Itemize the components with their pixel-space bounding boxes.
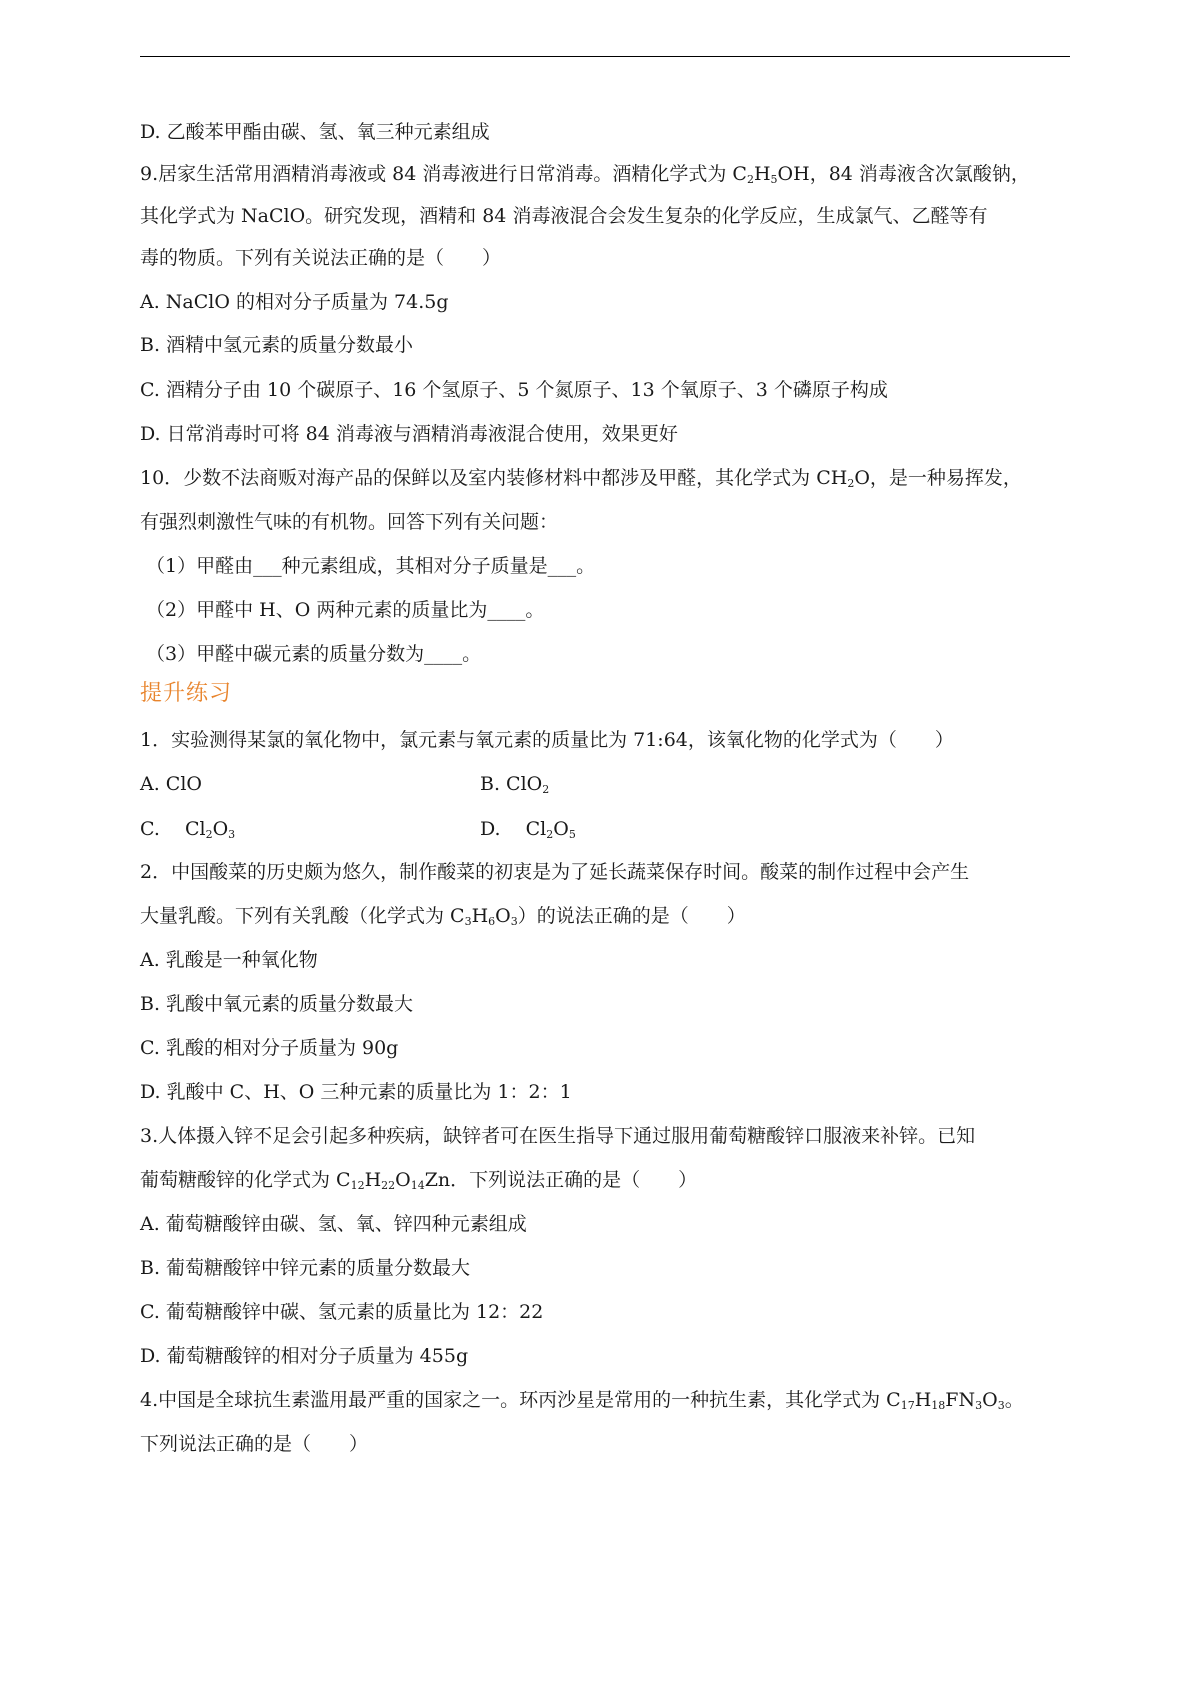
p1-stem: 1．实验测得某氯的氧化物中，氯元素与氧元素的质量比为 71:64，该氧化物的化学式为（ ） — [140, 729, 954, 751]
p2-option-d: D. 乳酸中 C、H、O 三种元素的质量比为 1：2：1 — [140, 1081, 572, 1103]
p2-option-c: C. 乳酸的相对分子质量为 90g — [140, 1037, 399, 1059]
q10-part-3: （3）甲醛中碳元素的质量分数为____。 — [146, 643, 482, 665]
p2-stem-line2: 大量乳酸。下列有关乳酸（化学式为 $C_3H_6O_3$）的说法正确的是（ ） — [140, 905, 746, 928]
q10-part-2: （2）甲醛中 H、O 两种元素的质量比为____。 — [146, 599, 545, 621]
p1-option-d: D. $Cl_2O_5$ — [480, 818, 576, 841]
p2-stem-line1: 2．中国酸菜的历史颇为悠久，制作酸菜的初衷是为了延长蔬菜保存时间。酸菜的制作过程中会产生 — [140, 861, 970, 883]
q10-part-1: （1）甲醛由___种元素组成，其相对分子质量是___。 — [146, 555, 596, 577]
p3-stem-line2: 葡萄糖酸锌的化学式为 $C_{12}H_{22}O_{14}Zn$．下列说法正确的是（ ） — [140, 1169, 698, 1192]
p1-option-a: A. ClO — [140, 773, 202, 795]
q9-stem-line3: 毒的物质。下列有关说法正确的是（ ） — [140, 247, 502, 269]
p1-option-b: B. ClO$_2$ — [480, 773, 550, 796]
p3-option-b: B. 葡萄糖酸锌中锌元素的质量分数最大 — [140, 1257, 471, 1279]
q9-option-c: C. 酒精分子由 10 个碳原子、16 个氢原子、5 个氮原子、13 个氧原子、3 个磷原子构成 — [140, 379, 888, 401]
section-heading: 提升练习 — [140, 681, 233, 706]
q9-option-b: B. 酒精中氢元素的质量分数最小 — [140, 334, 414, 356]
p2-option-b: B. 乳酸中氧元素的质量分数最大 — [140, 993, 414, 1015]
p3-option-d: D. 葡萄糖酸锌的相对分子质量为 455g — [140, 1345, 469, 1367]
q10-stem-line1: 10．少数不法商贩对海产品的保鲜以及室内装修材料中都涉及甲醛，其化学式为 $CH_2O$，是一种易挥发， — [140, 467, 1022, 490]
p2-option-a: A. 乳酸是一种氧化物 — [140, 949, 318, 971]
p1-option-c: C. $Cl_2O_3$ — [140, 818, 236, 841]
q9-option-d: D. 日常消毒时可将 84 消毒液与酒精消毒液混合使用，效果更好 — [140, 423, 678, 445]
p1-options-row1 — [140, 772, 1040, 796]
p4-stem-line1: 4.中国是全球抗生素滥用最严重的国家之一。环丙沙星是常用的一种抗生素，其化学式为 $C_{17}H_{18}FN_3O_3$。 — [140, 1389, 1024, 1412]
p3-option-c: C. 葡萄糖酸锌中碳、氢元素的质量比为 12：22 — [140, 1301, 544, 1323]
header-rule — [140, 56, 1070, 57]
p3-option-a: A. 葡萄糖酸锌由碳、氢、氧、锌四种元素组成 — [140, 1213, 527, 1235]
p1-options-row2 — [140, 817, 1040, 841]
q9-stem-line1: 9.居家生活常用酒精消毒液或 84 消毒液进行日常消毒。酒精化学式为 $C_2H_5OH$，84 消毒液含次氯酸钠， — [140, 163, 1030, 186]
p3-stem-line1: 3.人体摄入锌不足会引起多种疾病，缺锌者可在医生指导下通过服用葡萄糖酸锌口服液来补锌。已知 — [140, 1125, 976, 1147]
p4-stem-line2: 下列说法正确的是（ ） — [140, 1433, 369, 1455]
q9-option-a: A. NaClO 的相对分子质量为 74.5g — [140, 291, 449, 313]
q10-stem-line2: 有强烈刺激性气味的有机物。回答下列有关问题： — [140, 511, 559, 533]
q8-option-d: D. 乙酸苯甲酯由碳、氢、氧三种元素组成 — [140, 121, 490, 143]
q9-stem-line2: 其化学式为 NaClO。研究发现，酒精和 84 消毒液混合会发生复杂的化学反应，生成氯气、乙醛等有 — [140, 205, 988, 227]
